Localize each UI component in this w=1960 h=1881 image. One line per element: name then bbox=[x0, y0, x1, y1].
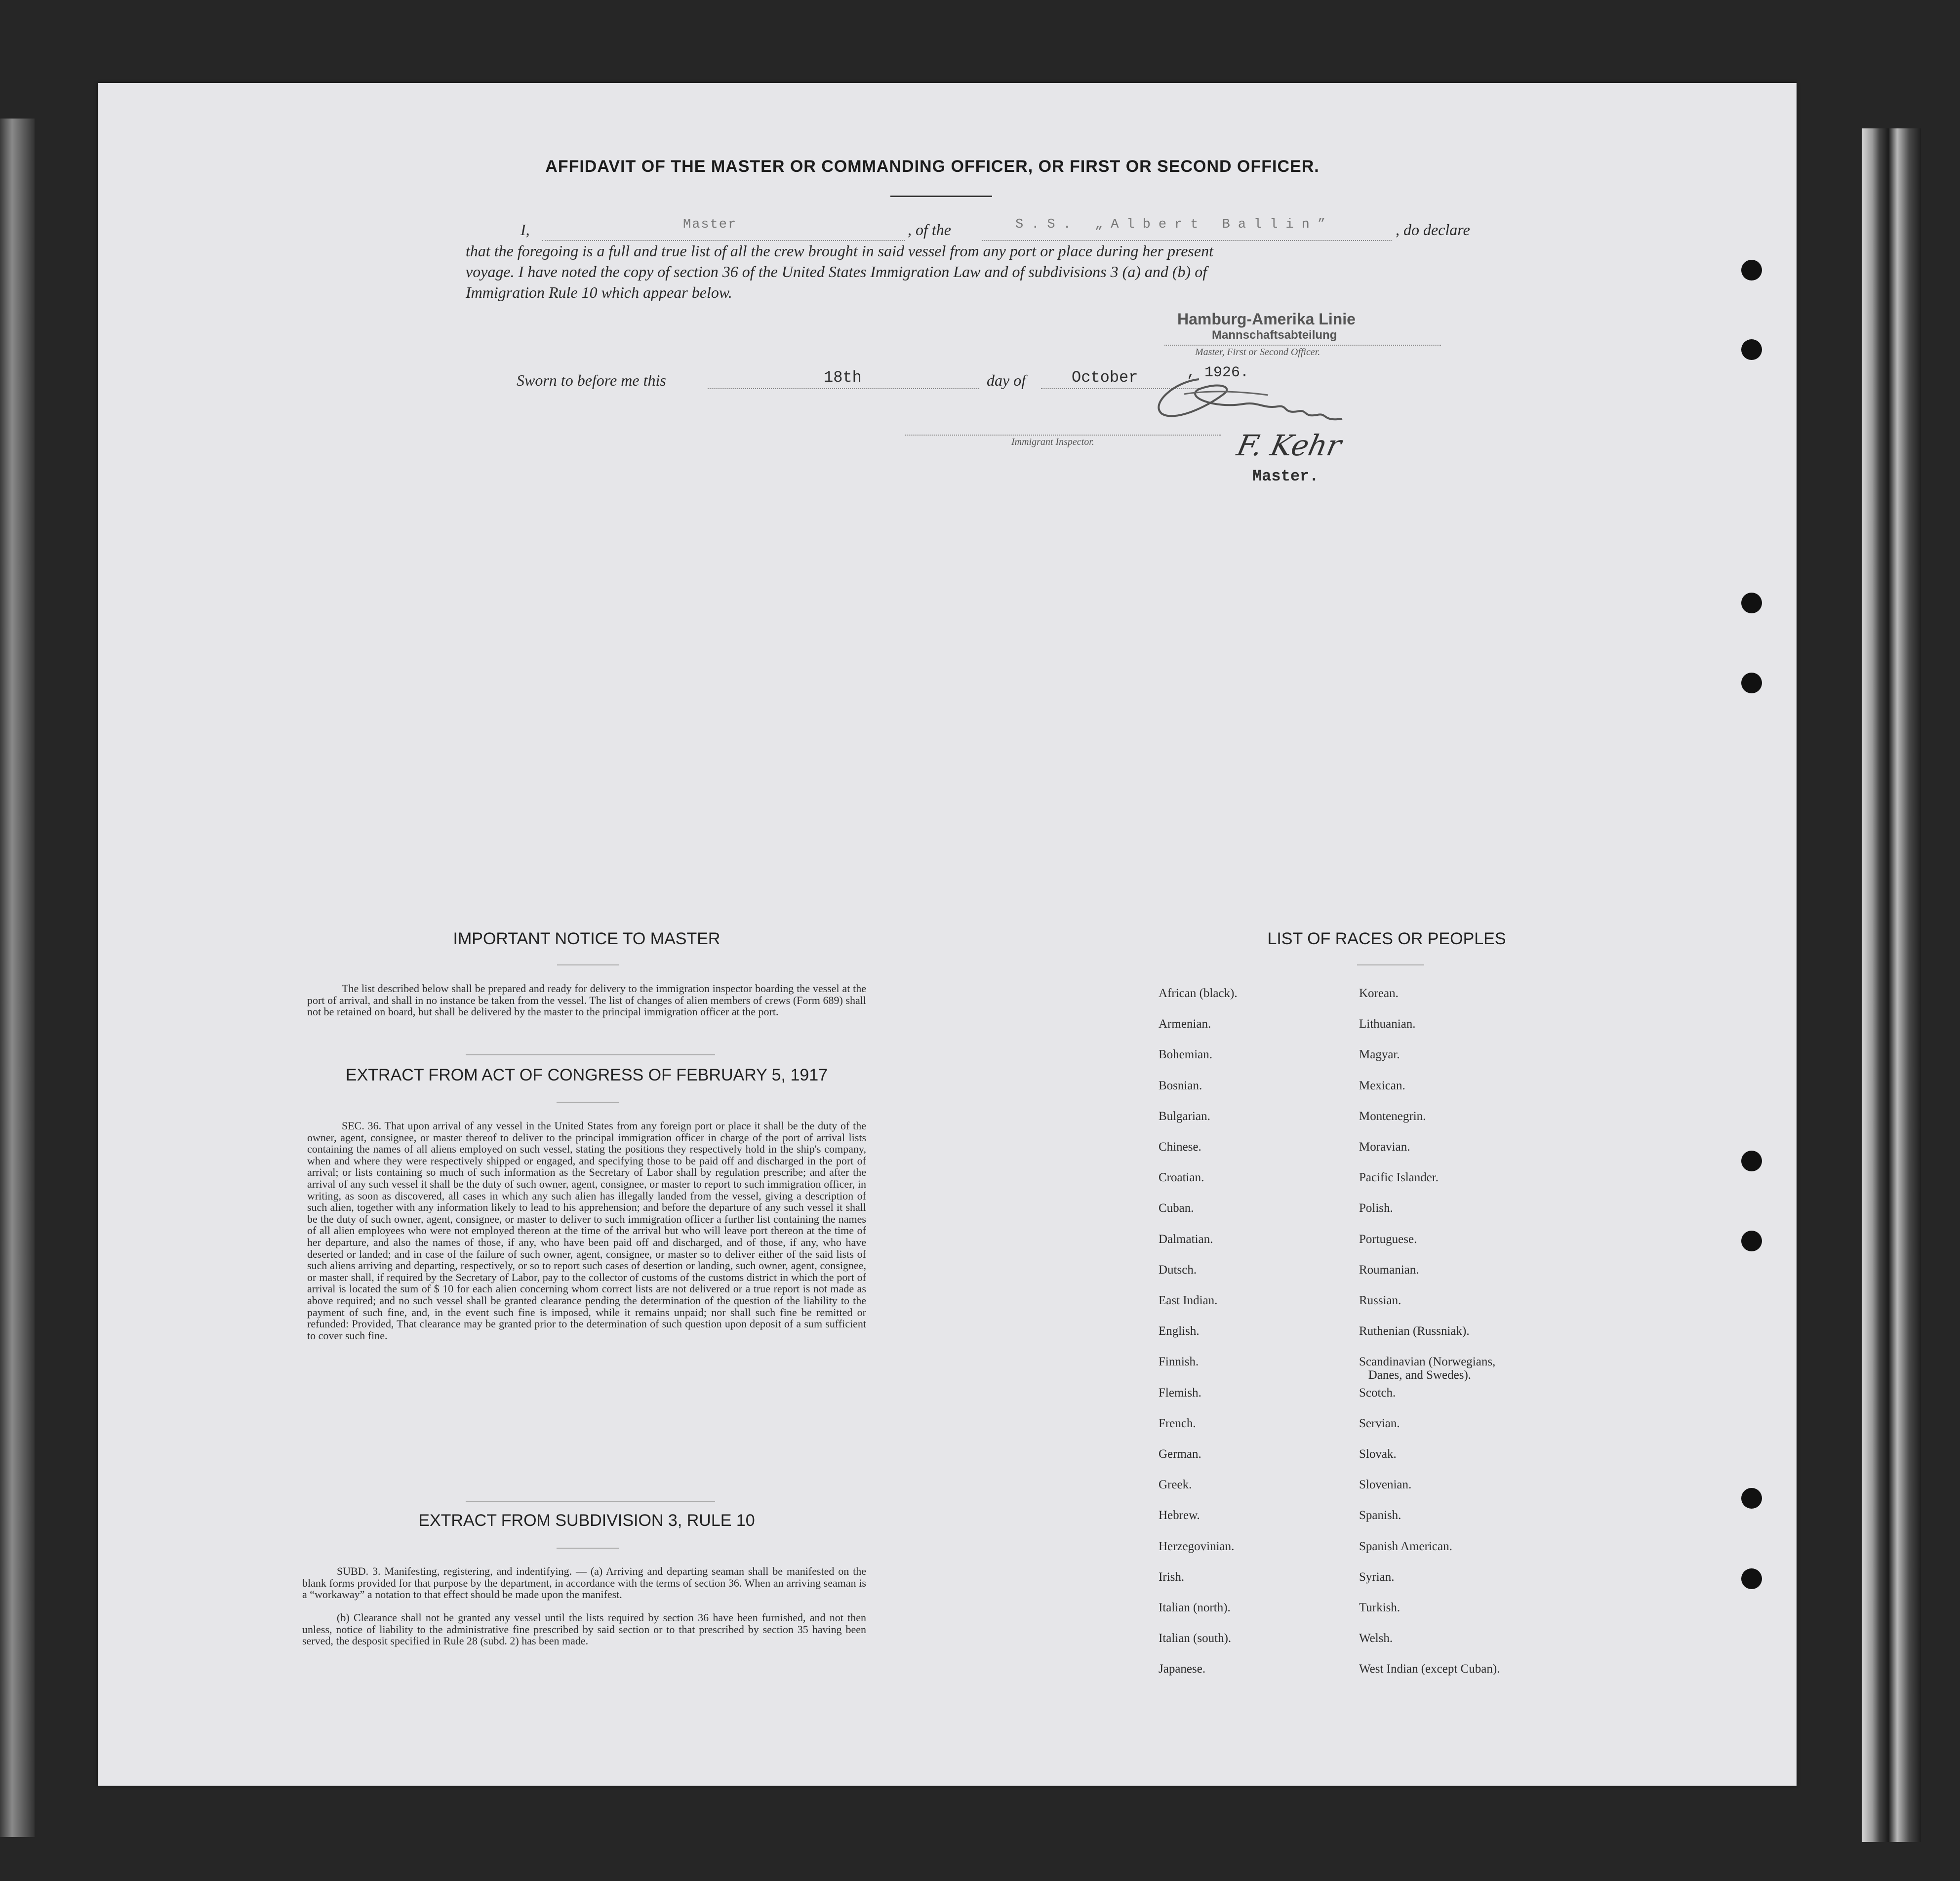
i-label: I, bbox=[520, 221, 530, 239]
race-item: Korean. bbox=[1359, 987, 1399, 1000]
master-typed: Master. bbox=[1252, 467, 1319, 485]
binder-hole bbox=[1741, 1568, 1762, 1589]
notice-rule bbox=[557, 964, 619, 965]
race-item: Welsh. bbox=[1359, 1632, 1393, 1645]
race-item: Spanish. bbox=[1359, 1509, 1401, 1522]
binder-hole bbox=[1741, 1488, 1762, 1509]
race-item: Slovak. bbox=[1359, 1447, 1397, 1461]
race-item: Hebrew. bbox=[1159, 1509, 1200, 1522]
act-title: EXTRACT FROM ACT OF CONGRESS OF FEBRUARY 5, 1917 bbox=[345, 1066, 828, 1084]
rule-para-b: (b) Clearance shall not be granted any vessel until the lists required by section 36 have been furnished, and not then unless, notice of liability to the administrative fine prescribed by said section or to that prescribed by section 35 having been served, the desposit specified in Rule 28 (subd. 2) has been made. bbox=[302, 1611, 866, 1647]
race-item: Scotch. bbox=[1359, 1386, 1396, 1400]
rule-top-rule bbox=[466, 1501, 715, 1502]
scanner-right-edge bbox=[1862, 128, 1921, 1842]
race-item: Turkish. bbox=[1359, 1601, 1400, 1614]
race-item: African (black). bbox=[1159, 987, 1238, 1000]
act-text: SEC. 36. That upon arrival of any vessel in the United States from any foreign port or place it shall be the duty of the owner, agent, consignee, or master thereof to deliver to the principal immigration officer in charge of the port of arrival lists containing the names of all aliens employed on such vessel, stating the positions they respectively hold in the ship's company, when and where they were respectively shipped or engaged, and specifying those to be paid off and discharged in the port of arrival; or lists containing so much of such information as the Secretary of Labor shall by regulation prescribe; and after the arrival of any such vessel it shall be the duty of such owner, agent, consignee, or master to report to such immigration officer, in writing, as soon as discovered, all cases in which any such alien has illegally landed from the vessel, giving a description of such alien, together with any information likely to lead to his apprehension; and before the departure of any such vessel it shall be the duty of such owner, agent, consignee, or master to deliver to such immigration officer a further list containing the names of all alien employees who were not employed thereon at the time of the arrival but who will leave port thereon at the time of her departure, and also the names of those, if any, who have been paid off and discharged, and of those, if any, who have deserted or landed; and in case of the failure of such owner, agent, consignee, or master so to deliver either of the said lists of such aliens arriving and departing, respectively, or so to report such cases of desertion or landing, such owner, agent, consignee, or master shall, if required by the Secretary of Labor, pay to the collector of customs of the customs district in which the port of arrival is located the sum of $ 10 for each alien concerning whom correct lists are not delivered or a true report is not made as above required; and no such vessel shall be granted clearance pending the determination of the question of the liability to the payment of such fine, and, in the event such fine is imposed, while it remains unpaid; nor shall such fine be remitted or refunded: Provided, That clearance may be granted prior to the determination of such question upon deposit of a sum sufficient to cover such fine. bbox=[307, 1120, 866, 1342]
race-item: Irish. bbox=[1159, 1570, 1185, 1584]
document-page bbox=[98, 83, 1797, 1786]
rule-rule bbox=[557, 1548, 619, 1549]
race-item: Moravian. bbox=[1359, 1140, 1410, 1154]
race-item: Croatian. bbox=[1159, 1171, 1204, 1185]
race-item: Servian. bbox=[1359, 1416, 1400, 1430]
binder-hole bbox=[1741, 260, 1762, 280]
officer-blank bbox=[1164, 345, 1441, 346]
scanner-left-edge bbox=[0, 119, 35, 1837]
binder-hole bbox=[1741, 1151, 1762, 1171]
affidavit-line-4: Immigration Rule 10 which appear below. bbox=[466, 283, 732, 301]
race-item: Russian. bbox=[1359, 1294, 1401, 1307]
race-item: Bohemian. bbox=[1159, 1048, 1213, 1062]
company-stamp-line-1: Hamburg-Amerika Linie bbox=[1177, 310, 1356, 328]
race-item: Italian (south). bbox=[1159, 1632, 1232, 1645]
day-typed: 18th bbox=[824, 368, 862, 387]
affidavit-line-3: voyage. I have noted the copy of section 36 of the United States Immigration Law and of subdivisions 3 (a) and (b) of bbox=[466, 263, 1207, 280]
officer-caption: Master, First or Second Officer. bbox=[1195, 347, 1320, 358]
title-underline bbox=[890, 196, 992, 197]
race-item: Chinese. bbox=[1159, 1140, 1201, 1154]
declarant-typed: Master bbox=[683, 217, 737, 232]
race-item: Portuguese. bbox=[1359, 1232, 1417, 1246]
races-rule bbox=[1357, 964, 1424, 965]
master-signature: F. Kehr bbox=[1234, 429, 1345, 462]
affidavit-title: AFFIDAVIT OF THE MASTER OR COMMANDING OFFICER, OR FIRST OR SECOND OFFICER. bbox=[545, 157, 1320, 176]
race-item: Finnish. bbox=[1159, 1355, 1199, 1369]
race-item: Syrian. bbox=[1359, 1570, 1395, 1584]
binder-hole bbox=[1741, 339, 1762, 360]
race-item: West Indian (except Cuban). bbox=[1359, 1662, 1500, 1676]
affidavit-line-2: that the foregoing is a full and true list of all the crew brought in said vessel from any port or place during her present bbox=[466, 242, 1213, 260]
month-typed: October bbox=[1072, 368, 1138, 387]
race-item: English. bbox=[1159, 1324, 1200, 1338]
race-item: Ruthenian (Russniak). bbox=[1359, 1324, 1470, 1338]
binder-hole bbox=[1741, 593, 1762, 613]
rule-para-a: SUBD. 3. Manifesting, registering, and indentifying. — (a) Arriving and departing seaman shall be manifested on the blank forms provided for that purpose by the department, in accordance with the terms of section 36. When an arriving seaman is a “workaway” a notation to that effect should be made upon the manifest. bbox=[302, 1565, 866, 1601]
day-of-label: day of bbox=[987, 371, 1026, 389]
race-item: Herzegovinian. bbox=[1159, 1539, 1235, 1553]
race-item: Polish. bbox=[1359, 1201, 1393, 1215]
race-item: Montenegrin. bbox=[1359, 1109, 1426, 1123]
race-item: French. bbox=[1159, 1416, 1196, 1430]
binder-hole bbox=[1741, 1231, 1762, 1251]
notice-title: IMPORTANT NOTICE TO MASTER bbox=[453, 929, 720, 948]
binder-hole bbox=[1741, 673, 1762, 693]
notice-text: The list described below shall be prepared and ready for delivery to the immigration inspector boarding the vessel at the port of arrival, and shall in no instance be taken from the vessel. The list of changes of alien members of crews (Form 689) shall not be retained on board, but shall be delivered by the master to the principal immigration officer at the port. bbox=[307, 982, 866, 1018]
race-item: Spanish American. bbox=[1359, 1539, 1452, 1553]
race-item: Roumanian. bbox=[1359, 1263, 1419, 1277]
do-declare-label: , do declare bbox=[1396, 221, 1470, 239]
race-item: Japanese. bbox=[1159, 1662, 1206, 1676]
races-title: LIST OF RACES OR PEOPLES bbox=[1267, 929, 1506, 948]
race-item: Lithuanian. bbox=[1359, 1017, 1416, 1031]
race-item: East Indian. bbox=[1159, 1294, 1218, 1307]
inspector-blank bbox=[905, 435, 1221, 436]
rule-title: EXTRACT FROM SUBDIVISION 3, RULE 10 bbox=[418, 1511, 755, 1530]
of-the-label: , of the bbox=[908, 221, 951, 239]
race-item: Pacific Islander. bbox=[1359, 1171, 1439, 1185]
year-typed: , 1926. bbox=[1187, 364, 1249, 381]
race-item: German. bbox=[1159, 1447, 1201, 1461]
inspector-caption: Immigrant Inspector. bbox=[1011, 437, 1094, 447]
race-item: Greek. bbox=[1159, 1478, 1192, 1492]
race-item: Bosnian. bbox=[1159, 1079, 1202, 1092]
company-stamp-line-2: Mannschaftsabteilung bbox=[1212, 328, 1337, 342]
sworn-label: Sworn to before me this bbox=[517, 371, 666, 389]
race-item: Magyar. bbox=[1359, 1048, 1400, 1062]
race-item: Mexican. bbox=[1359, 1079, 1405, 1092]
race-item: Italian (north). bbox=[1159, 1601, 1231, 1614]
act-top-rule bbox=[466, 1054, 715, 1055]
race-item: Cuban. bbox=[1159, 1201, 1194, 1215]
day-blank bbox=[708, 388, 979, 389]
race-item: Armenian. bbox=[1159, 1017, 1211, 1031]
race-item: Dalmatian. bbox=[1159, 1232, 1213, 1246]
race-item: Slovenian. bbox=[1359, 1478, 1412, 1492]
vessel-typed: S.S. „Albert Ballin” bbox=[1015, 217, 1334, 232]
race-item: Bulgarian. bbox=[1159, 1109, 1210, 1123]
race-item: Scandinavian (Norwegians, Danes, and Swedes). bbox=[1359, 1355, 1496, 1382]
race-item: Flemish. bbox=[1159, 1386, 1201, 1400]
race-item: Dutsch. bbox=[1159, 1263, 1197, 1277]
act-rule bbox=[557, 1102, 619, 1103]
